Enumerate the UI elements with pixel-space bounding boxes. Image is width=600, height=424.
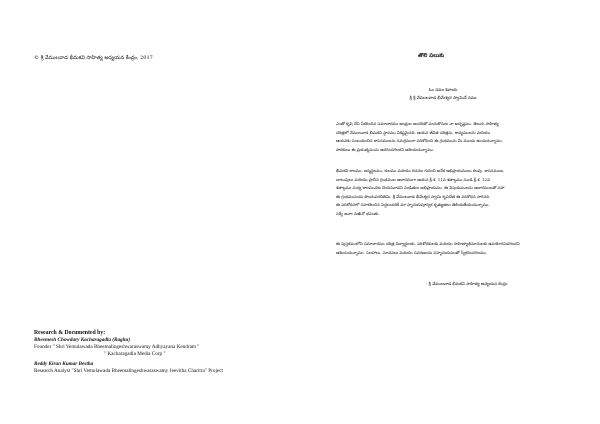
author-role-2: Research Analyst "Shri Vemulawada Bheemalingeshwaraswamy Jeevitha Charitra" Project: [34, 368, 223, 374]
paragraph-line: ఆశించుచున్నాము. సలహాలు, సూచనలు మరియు సవరణలను సహృదయముతో స్వీకరించగలము.: [336, 249, 487, 255]
author-org-1: " Kacharagadla Media Corp ": [104, 351, 166, 357]
right-page: [308, 0, 578, 424]
paragraph-line: ఈ గ్రంథమునందు పొందుపరచితిమి. శ్రీ వేములవాడ భీమేశ్వర స్వామి కృపచేత ఈ పరిశోధన సాగినది.: [336, 193, 491, 199]
paragraph-line: చరిత్రలో వేములవాడ భీమకవి స్థానము విశిష్టమైనది. ఆయన జీవిత చరిత్రను, కావ్యములను మరియు: [336, 129, 490, 135]
invocation-line-1: ఓం నమః శివాయ: [428, 87, 458, 92]
paragraph-line: పాఠకులు ఈ ప్రయత్నమును ఆదరించగలరని ఆశించుచున్నాము.: [336, 146, 435, 152]
invocation-line-2: శ్రీ శ్రీ వేములవాడ భీమేశ్వర స్వామినే నమః: [409, 95, 477, 100]
invocation: [308, 86, 578, 102]
left-page: [34, 0, 294, 424]
paragraph-line: భీమకవి కాలము, జన్మస్థలము, కులము మరియు రచనల గురించి అనేక అభిప్రాయములు కలవు. శాసనములు,: [336, 168, 505, 173]
credits-block: [34, 330, 296, 375]
paragraph-line: ఎంతో కృషి చేసి సేకరించిన సమాచారము ఆంధ్రుల అందరితో పంచుకొనుట నా అదృష్టము. తెలుగు సాహిత్య: [336, 121, 499, 126]
paragraph-line: శతాబ్దము మధ్య కాలమునకు చెందినవాడని పండితుల అభిప్రాయము. ఈ విషయములను ఆధారములతో సహా: [336, 185, 505, 191]
author-name-2: Reddy Kiran Kumar Bestha: [34, 361, 94, 367]
paragraph-line: ఈ పుస్తకములోని సమాచారము చరిత్ర విద్యార్థులకు, పరిశోధకులకు మరియు సాహిత్యాభిమానులకు ఉపయోగపడగలదని: [336, 241, 520, 246]
paragraph-line: ఈ పరిశోధనలో సహకరించిన పెద్దలందరికీ మా హృదయపూర్వక కృతజ్ఞతలు తెలియజేయుచున్నాము.: [336, 202, 490, 208]
author-name-1: Bheemesh Chowdary Kacharagadla (Raghu): [34, 337, 131, 343]
paragraph-3: [336, 240, 566, 257]
credits-heading: Research & Documented by:: [34, 330, 106, 336]
signature: - శ్రీ వేములవాడ భీమకవి సాహిత్య అధ్యయన కేంద్రం: [426, 281, 508, 286]
paragraph-1: [336, 120, 566, 154]
author-role-1: Founder " Shri Vemulawada Bheemalingeshwaraswamy Adhyayana Kendram ": [34, 344, 200, 350]
preface-title: తొలి పలుకు: [418, 53, 445, 59]
paragraph-2: [336, 167, 566, 219]
copyright-notice: © శ్రీ వేములవాడ భీమకవి సాహిత్య అధ్యయన కేంద్రం, 2017: [34, 55, 153, 61]
paragraph-line: ఆయనకు సంబంధించిన శాసనములను సమగ్రముగా పరిశోధించి ఈ గ్రంథమును మీ ముందు ఉంచుచున్నాము.: [336, 138, 504, 144]
paragraph-line: సర్వే జనాః సుఖినో భవంతు.: [336, 210, 380, 216]
paragraph-line: చాటువులు మరియు ప్రాచీన గ్రంథముల ఆధారముగా ఆయన క్రీ.శ. 11వ శతాబ్దము నుండి క్రీ.శ. 12వ: [336, 176, 490, 182]
